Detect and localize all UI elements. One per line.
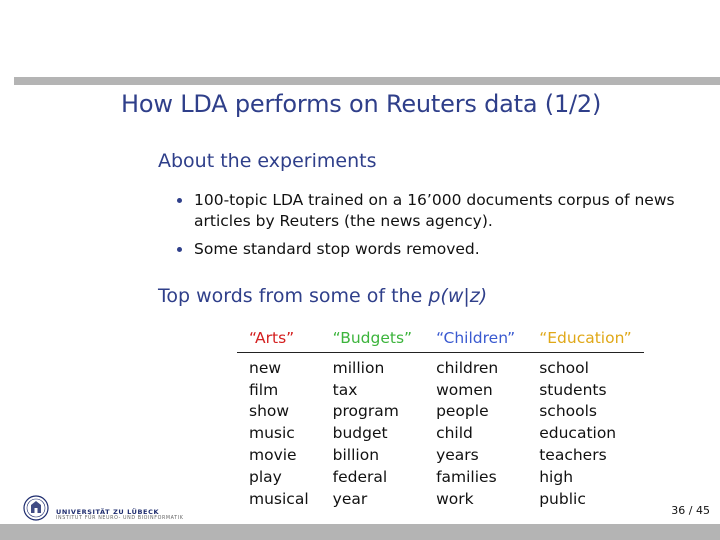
table-cell: years: [436, 446, 479, 465]
table-cell: women: [436, 380, 493, 399]
table-cell: budget: [332, 424, 388, 443]
table-cell: year: [332, 489, 368, 508]
section-heading-experiments: About the experiments: [158, 150, 377, 172]
logo-text: UNIVERSITÄT ZU LÜBECK: [56, 508, 160, 516]
bullet-list: [176, 190, 686, 267]
bullet-text: Some standard stop words removed.: [194, 240, 480, 258]
table-row: [237, 466, 644, 488]
logo-subtext: INSTITUT FÜR NEURO- UND BIOINFORMATIK: [56, 516, 184, 521]
page-total: 45: [696, 504, 710, 517]
table-row: [237, 379, 644, 401]
table-cell: people: [436, 402, 489, 421]
table-cell: musical: [249, 489, 309, 508]
table-cell: child: [436, 424, 473, 443]
page-current: 36: [671, 504, 686, 517]
math-expression: p(w|z): [428, 285, 488, 307]
bullet-dot-icon: [177, 198, 182, 203]
slide-title: How LDA performs on Reuters data (1/2): [121, 90, 602, 118]
column-header: “Education”: [527, 327, 643, 353]
table-cell: work: [436, 489, 474, 508]
table-cell: program: [332, 402, 399, 421]
bullet-dot-icon: [177, 247, 182, 252]
table-cell: play: [249, 467, 282, 486]
table-cell: students: [539, 380, 607, 399]
column-header: “Children”: [424, 327, 527, 353]
table-cell: show: [249, 402, 290, 421]
table-row: [237, 353, 644, 379]
table-cell: families: [436, 467, 497, 486]
table-cell: children: [436, 358, 499, 377]
table-cell: film: [249, 380, 279, 399]
table-cell: public: [539, 489, 586, 508]
header-divider-bar: [14, 77, 720, 85]
column-header: “Budgets”: [321, 327, 424, 353]
footer-bar: [0, 524, 720, 540]
table-cell: federal: [332, 467, 388, 486]
page-separator: /: [685, 504, 696, 517]
topic-words-table: [237, 327, 644, 510]
table-row: [237, 401, 644, 423]
table-cell: school: [539, 358, 589, 377]
bullet-item: [176, 239, 686, 260]
section-heading-text: Top words from some of the: [158, 285, 429, 307]
table-cell: tax: [332, 380, 358, 399]
table-cell: high: [539, 467, 574, 486]
table-header-row: [237, 327, 644, 353]
section-heading-top-words: [158, 285, 487, 307]
bullet-item: [176, 190, 686, 232]
table-row: [237, 444, 644, 466]
column-header: “Arts”: [237, 327, 321, 353]
table-cell: schools: [539, 402, 597, 421]
page-number: [671, 504, 710, 517]
table-row: [237, 422, 644, 444]
table-cell: music: [249, 424, 295, 443]
table-cell: million: [332, 358, 385, 377]
table-cell: education: [539, 424, 617, 443]
table-cell: teachers: [539, 446, 607, 465]
bullet-text: 100-topic LDA trained on a 16’000 documents corpus of news articles by Reuters (the news agency).: [194, 191, 675, 230]
table-cell: new: [249, 358, 282, 377]
table-cell: movie: [249, 446, 297, 465]
table-row: [237, 488, 644, 510]
table-cell: billion: [332, 446, 380, 465]
